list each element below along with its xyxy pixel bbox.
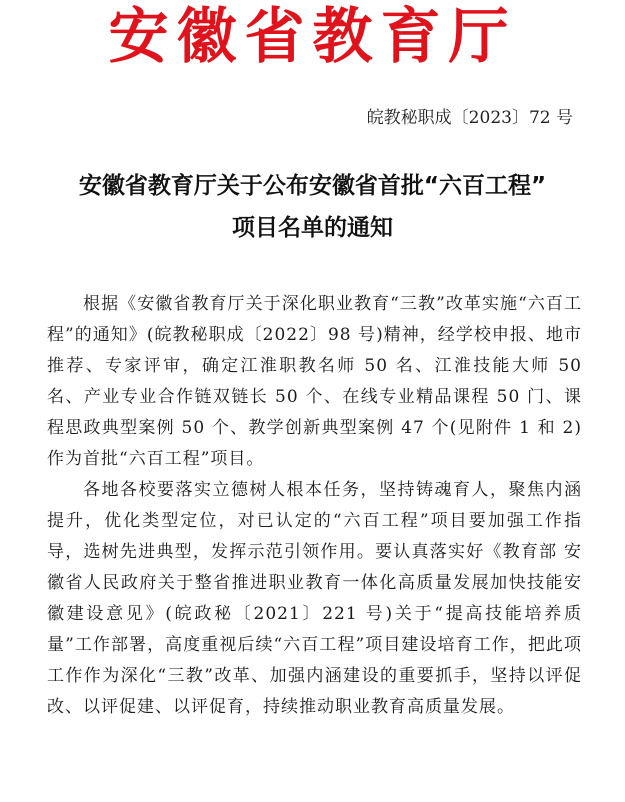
title-line-2: 项目名单的通知 bbox=[232, 215, 393, 241]
issuer-masthead: 安徽省教育厅 bbox=[108, 2, 517, 72]
document-title bbox=[0, 165, 625, 249]
document-number: 皖教秘职成〔2023〕72 号 bbox=[366, 108, 573, 128]
body-paragraph-1: 根据《安徽省教育厅关于深化职业教育“三教”改革实施“六百工程”的通知》(皖教秘职成〔2022〕98 号)精神，经学校申报、地市推荐、专家评审，确定江淮职教名师 50 名、江淮技能大师 50 名、产业专业合作链双链长 50 个、在线专业精品课程 50 门、课程思政典型案例 50 个、教学创新典型案例 47 个(见附件 1 和 2)作为首批“六百工程”项目。 bbox=[47, 294, 582, 469]
title-line-1: 安徽省教育厅关于公布安徽省首批“六百工程” bbox=[78, 173, 547, 199]
document-body bbox=[47, 289, 582, 723]
body-paragraph-2: 各地各校要落实立德树人根本任务，坚持铸魂育人，聚焦内涵提升，优化类型定位，对已认定的“六百工程”项目要加强工作指导，选树先进典型，发挥示范引领作用。要认真落实好《教育部 安徽省人民政府关于整省推进职业教育一体化高质量发展加快技能安徽建设意见》(皖政秘〔2021〕221 号)关于“提高技能培养质量”工作部署，高度重视后续“六百工程”项目建设培育工作，把此项工作作为深化“三教”改革、加强内涵建设的重要抓手，坚持以评促改、以评促建、以评促育，持续推动职业教育高质量发展。 bbox=[47, 480, 582, 717]
